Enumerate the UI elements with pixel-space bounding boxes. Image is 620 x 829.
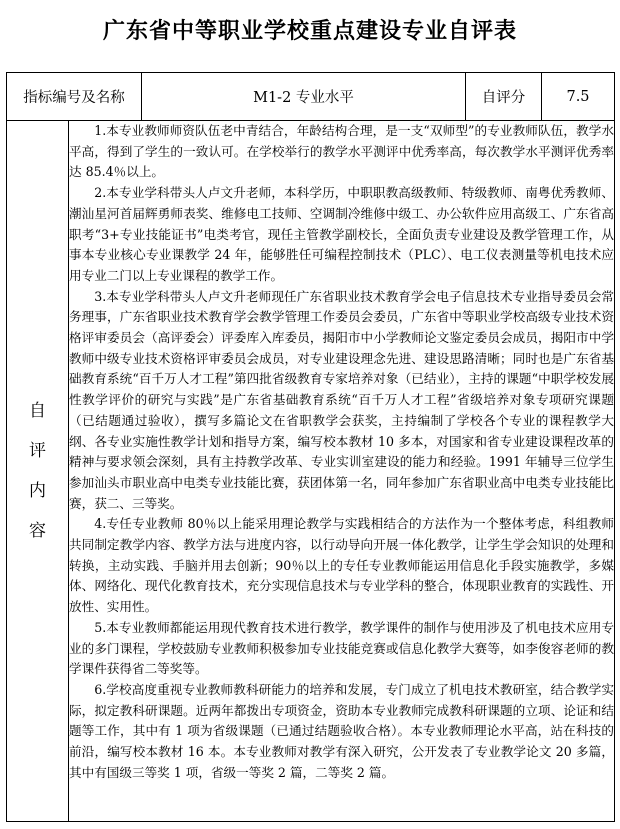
score-label: 自评分 — [466, 73, 542, 121]
side-label-char: 内 — [29, 481, 46, 501]
content-row — [7, 121, 615, 822]
self-evaluation-table — [6, 72, 615, 822]
page-title: 广东省中等职业学校重点建设专业自评表 — [102, 19, 517, 44]
side-label-char: 容 — [29, 521, 46, 541]
content-paragraph: 5.本专业教师都能运用现代教育技术进行教学，教学课件的制作与使用涉及了机电技术应用专业的多门课程，学校鼓励专业教师积极参加专业技能竞赛或信息化教学大赛等，如李俊容老师的教学课件获得省二等奖等。 — [69, 619, 614, 677]
side-label-char: 评 — [29, 441, 46, 461]
side-label-char: 自 — [29, 401, 46, 421]
header-row — [7, 73, 615, 121]
content-paragraph: 1.本专业教师师资队伍老中青结合，年龄结构合理，是一支“双师型”的专业教师队伍，教学水平高，得到了学生的一致认可。在学校举行的教学水平测评中优秀率高，每次教学水平测评优秀率达 85.4％以上。 — [69, 123, 614, 180]
self-evaluation-content-label — [7, 121, 69, 822]
content-paragraph: 3.本专业学科带头人卢文升老师现任广东省职业技术教育学会电子信息技术专业指导委员会常务理事，广东省职业技术教育学会教学管理工作委员会委员，广东省中等职业学校高级专业技术资格评审委员会（高评委会）评委库入库委员，揭阳市中小学教师论文鉴定委员会成员，揭阳市中学教师中级专业技术资格评审委员会成员，对专业建设理念先进、建设思路清晰；同时也是广东省基础教育系统“百千万人才工程”第四批省级教育专家培养对象（已结业），主持的课题“中职学校发展性教学评价的研究与实践”是广东省基础教育系统“百千万人才工程”省级培养对象专项研究课题（已结题通过验收），撰写多篇论文在省职教学会获奖，主持编制了学校各个专业的课程教学大纲、各专业实施性教学计划和指导方案，编写校本教材 10 多本，对国家和省专业建设课程改革的精神与要求领会深刻，具有主持教学改革、专业实训室建设的能力和经验。1991 年辅导三位学生参加汕头市职业高中电类专业技能比赛，获团体第一名，同年参加广东省职业高中电类专业技能比赛，获二、三等奖。 — [69, 288, 614, 511]
content-paragraph: 2.本专业学科带头人卢文升老师，本科学历，中职职教高级教师、特级教师、南粤优秀教师、潮汕星河首届辉勇师表奖、维修电工技师、空调制冷维修中级工、办公软件应用高级工、广东省高职考“3+专业技能证书”电类考官，现任主管教学副校长，全面负责专业建设及教学管理工作，从事本专业核心专业课教学 24 年，能够胜任可编程控制技术（PLC）、电工仪表测量等机电技术应用专业二门以上专业课程的教学工作。 — [69, 185, 614, 283]
self-evaluation-content — [69, 121, 615, 822]
indicator-label: 指标编号及名称 — [7, 73, 142, 121]
indicator-value: M1-2 专业水平 — [142, 73, 466, 121]
score-value: 7.5 — [542, 73, 615, 121]
content-paragraph: 4.专任专业教师 80％以上能采用理论教学与实践相结合的方法作为一个整体考虑，科组教师共同制定教学内容、教学方法与进度内容，以行动导向开展一体化教学，让学生学会知识的处理和转换，主动实践、手脑并用去创新；90％以上的专任专业教师能运用信息化手段实施教学，多媒体、网络化、现代化教育技术，充分实现信息技术与专业学科的整合，体现职业教育的实践性、开放性、实用性。 — [69, 516, 614, 615]
content-paragraph: 6.学校高度重视专业教师教科研能力的培养和发展，专门成立了机电技术教研室，结合教学实际，拟定教科研课题。近两年都拨出专项资金，资助本专业教师完成教科研课题的立项、论证和结题等工作，其中有 1 项为省级课题（已通过结题验收合格）。本专业教师理论水平高，站在科技的前沿，编写校本教材 16 本。本专业教师对教学有深入研究，公开发表了专业教学论文 20 多篇，其中有国级三等奖 1 项，省级一等奖 2 篇，二等奖 2 篇。 — [69, 681, 614, 780]
